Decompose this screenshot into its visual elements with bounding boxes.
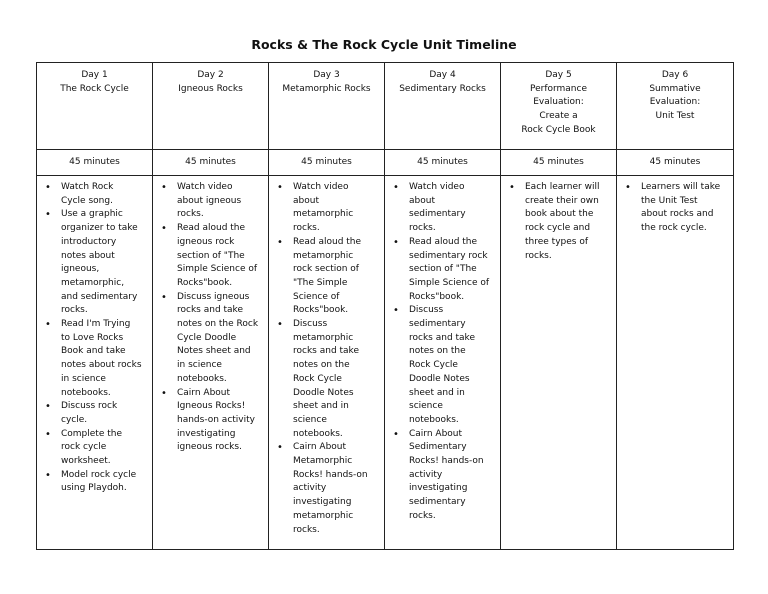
activity-item bbox=[525, 181, 610, 263]
activity-text-line: Rocks"book. bbox=[177, 277, 233, 288]
duration-row bbox=[37, 150, 734, 176]
activity-text-line: metamorphic bbox=[293, 332, 354, 343]
activities-cell bbox=[501, 176, 617, 550]
duration-cell: 45 minutes bbox=[37, 150, 153, 176]
activity-text-line: Doodle Notes bbox=[293, 387, 354, 398]
day-label: Day 6 bbox=[661, 70, 689, 80]
activity-text-line: rock cycle bbox=[61, 442, 107, 453]
activity-item bbox=[177, 181, 262, 222]
activity-text-line: activity bbox=[409, 469, 443, 480]
activity-text-line: rocks. bbox=[177, 209, 204, 220]
activity-item bbox=[61, 318, 146, 400]
activity-text-line: Rocks! hands-on bbox=[409, 456, 484, 467]
duration-cell: 45 minutes bbox=[153, 150, 269, 176]
activity-text-line: Rocks"book. bbox=[409, 291, 465, 302]
activity-text-line: sedimentary bbox=[409, 209, 466, 220]
activity-text-line: • Model rock cycle bbox=[61, 469, 137, 480]
day-label: Day 2 bbox=[197, 70, 224, 80]
activity-text-line: Doodle Notes bbox=[409, 373, 470, 384]
timeline-table bbox=[36, 62, 734, 550]
activity-item bbox=[61, 469, 146, 496]
activity-text-line: Book and take bbox=[61, 346, 126, 357]
activity-text-line: • Cairn About bbox=[177, 387, 231, 398]
activity-text-line: hands-on activity bbox=[177, 414, 255, 425]
activity-text-line: using Playdoh. bbox=[61, 483, 127, 494]
activity-text-line: • Complete the bbox=[61, 428, 123, 439]
activity-text-line: rocks. bbox=[61, 305, 88, 316]
activity-text-line: • Watch Rock bbox=[61, 182, 114, 192]
activity-list bbox=[153, 181, 268, 455]
activity-item bbox=[293, 441, 378, 537]
day-topic-line: Rock Cycle Book bbox=[521, 124, 596, 135]
activity-text-line: igneous rocks. bbox=[177, 442, 242, 453]
activity-text-line: metamorphic bbox=[293, 209, 354, 220]
activity-text-line: • Watch video bbox=[293, 182, 349, 192]
activity-text-line: Rocks! hands-on bbox=[293, 469, 368, 480]
activity-item bbox=[293, 236, 378, 318]
duration-cell: 45 minutes bbox=[617, 150, 734, 176]
activity-list bbox=[501, 181, 616, 263]
day-topic-line: Summative bbox=[649, 83, 701, 94]
activities-cell bbox=[617, 176, 734, 550]
activity-text-line: introductory bbox=[61, 236, 117, 247]
activity-text-line: notebooks. bbox=[61, 387, 111, 398]
activity-text-line: • Read aloud the bbox=[293, 236, 362, 247]
activity-item bbox=[61, 208, 146, 318]
activity-text-line: rock section of bbox=[293, 264, 359, 275]
activity-text-line: • Cairn About bbox=[409, 428, 463, 439]
day-topic-line: Evaluation: bbox=[533, 97, 584, 108]
day-topic-line: Unit Test bbox=[655, 111, 695, 122]
activity-item bbox=[293, 318, 378, 441]
activity-text-line: sedimentary bbox=[409, 497, 466, 508]
activity-text-line: book about the bbox=[525, 209, 594, 220]
activity-item bbox=[177, 291, 262, 387]
day-label: Day 3 bbox=[313, 70, 340, 80]
activity-text-line: the rock cycle. bbox=[641, 223, 707, 234]
activity-text-line: Notes sheet and bbox=[177, 346, 251, 357]
activity-text-line: metamorphic bbox=[293, 510, 354, 521]
day-topic-line: Performance bbox=[529, 83, 588, 94]
activity-text-line: Rocks"book. bbox=[293, 305, 349, 316]
activity-item bbox=[61, 181, 146, 208]
activity-text-line: Metamorphic bbox=[293, 456, 353, 467]
activity-text-line: • Discuss igneous bbox=[177, 291, 250, 302]
activity-text-line: sedimentary bbox=[409, 319, 466, 330]
activity-text-line: • Discuss rock bbox=[61, 401, 118, 412]
activity-text-line: notes on the Rock bbox=[177, 319, 259, 330]
activity-text-line: • Discuss bbox=[293, 319, 328, 330]
activity-text-line: sheet and in bbox=[293, 401, 349, 412]
activity-text-line: three types of bbox=[525, 236, 588, 247]
activity-text-line: about igneous bbox=[177, 195, 242, 206]
activity-text-line: section of "The bbox=[177, 250, 245, 261]
activity-text-line: organizer to take bbox=[61, 223, 138, 234]
activity-text-line: rocks. bbox=[293, 524, 320, 535]
activity-text-line: • Each learner will bbox=[525, 182, 600, 192]
activity-text-line: about bbox=[409, 195, 435, 206]
day-topic-line: Sedimentary Rocks bbox=[399, 83, 486, 94]
activity-text-line: and sedimentary bbox=[61, 291, 138, 302]
activity-text-line: Simple Science of bbox=[409, 277, 490, 288]
day-topic-line: Metamorphic Rocks bbox=[282, 83, 371, 94]
activity-text-line: the Unit Test bbox=[641, 195, 698, 206]
activity-list bbox=[617, 181, 733, 236]
activity-item bbox=[293, 181, 378, 236]
activity-text-line: Simple Science of bbox=[177, 264, 258, 275]
activity-text-line: igneous rock bbox=[177, 236, 235, 247]
day-label: Day 1 bbox=[81, 70, 108, 80]
activities-row bbox=[37, 176, 734, 550]
activity-text-line: rocks and take bbox=[177, 305, 243, 316]
day-topic-line: Create a bbox=[539, 111, 578, 122]
day-label: Day 5 bbox=[545, 70, 572, 80]
activity-item bbox=[409, 304, 494, 427]
activity-text-line: rocks. bbox=[409, 223, 436, 234]
activity-text-line: investigating bbox=[293, 497, 352, 508]
activity-item bbox=[409, 181, 494, 236]
activity-text-line: Rock Cycle bbox=[293, 373, 342, 384]
page-title: Rocks & The Rock Cycle Unit Timeline bbox=[251, 37, 517, 52]
day-topic-line: The Rock Cycle bbox=[60, 83, 129, 94]
activity-item bbox=[409, 236, 494, 305]
activity-text-line: metamorphic, bbox=[61, 277, 125, 288]
activity-text-line: • Discuss bbox=[409, 305, 444, 316]
activity-text-line: rocks and take bbox=[409, 332, 475, 343]
activities-cell bbox=[37, 176, 153, 550]
activity-text-line: notebooks. bbox=[177, 373, 227, 384]
activity-text-line: investigating bbox=[409, 483, 468, 494]
duration-cell: 45 minutes bbox=[385, 150, 501, 176]
activity-list bbox=[385, 181, 500, 524]
activity-text-line: Igneous Rocks! bbox=[177, 401, 246, 412]
activity-text-line: "The Simple bbox=[293, 277, 348, 288]
activity-text-line: to Love Rocks bbox=[61, 332, 124, 343]
activity-text-line: Sedimentary bbox=[409, 442, 467, 453]
activity-text-line: section of "The bbox=[409, 264, 477, 275]
activity-item bbox=[641, 181, 727, 236]
activities-cell bbox=[269, 176, 385, 550]
day-topic-line: Igneous Rocks bbox=[178, 83, 243, 94]
activity-text-line: • Read I'm Trying bbox=[61, 319, 131, 330]
activity-text-line: • Watch video bbox=[409, 182, 465, 192]
activity-text-line: • Read aloud the bbox=[409, 236, 478, 247]
activity-text-line: in science bbox=[61, 373, 106, 384]
activity-text-line: rock cycle and bbox=[525, 223, 591, 234]
activity-text-line: notebooks. bbox=[293, 428, 343, 439]
day-header-cell bbox=[269, 63, 385, 150]
activity-text-line: igneous, bbox=[61, 264, 100, 275]
activity-text-line: Science of bbox=[293, 291, 340, 302]
activity-text-line: notes on the bbox=[293, 360, 350, 371]
day-topic-line: Evaluation: bbox=[649, 97, 701, 108]
activity-list bbox=[269, 181, 384, 537]
day-header-cell bbox=[617, 63, 734, 150]
day-header-cell bbox=[153, 63, 269, 150]
activity-text-line: sedimentary rock bbox=[409, 250, 488, 261]
day-label: Day 4 bbox=[429, 70, 456, 80]
activity-text-line: • Use a graphic bbox=[61, 209, 123, 220]
activity-item bbox=[409, 428, 494, 524]
activity-text-line: rocks and take bbox=[293, 346, 359, 357]
activity-text-line: investigating bbox=[177, 428, 236, 439]
activity-text-line: • Learners will take bbox=[641, 182, 721, 192]
activities-cell bbox=[385, 176, 501, 550]
activity-item bbox=[61, 400, 146, 427]
duration-cell: 45 minutes bbox=[269, 150, 385, 176]
day-header-cell bbox=[385, 63, 501, 150]
activity-text-line: cycle. bbox=[61, 414, 88, 425]
activity-text-line: rocks. bbox=[293, 223, 320, 234]
activity-list bbox=[37, 181, 152, 496]
activity-text-line: Cycle Doodle bbox=[177, 332, 237, 343]
activity-text-line: in science bbox=[177, 360, 222, 371]
activity-text-line: about bbox=[293, 195, 319, 206]
activity-text-line: metamorphic bbox=[293, 250, 354, 261]
activity-text-line: worksheet. bbox=[61, 456, 111, 467]
activity-text-line: notebooks. bbox=[409, 414, 459, 425]
activity-text-line: rocks. bbox=[525, 250, 552, 261]
activity-text-line: sheet and in bbox=[409, 387, 465, 398]
activity-text-line: Rock Cycle bbox=[409, 360, 458, 371]
activity-text-line: activity bbox=[293, 483, 327, 494]
activity-text-line: • Watch video bbox=[177, 182, 233, 192]
activity-text-line: science bbox=[293, 414, 327, 425]
activity-text-line: • Read aloud the bbox=[177, 223, 246, 234]
activity-item bbox=[177, 387, 262, 456]
activity-text-line: create their own bbox=[525, 195, 599, 206]
activity-text-line: notes about bbox=[61, 250, 115, 261]
day-header-cell bbox=[37, 63, 153, 150]
activity-text-line: • Cairn About bbox=[293, 442, 347, 453]
activity-item bbox=[61, 428, 146, 469]
activity-text-line: Cycle song. bbox=[61, 195, 113, 206]
activity-text-line: rocks. bbox=[409, 510, 436, 521]
activity-text-line: notes about rocks bbox=[61, 360, 142, 371]
activities-cell bbox=[153, 176, 269, 550]
activity-text-line: about rocks and bbox=[641, 209, 714, 220]
duration-cell: 45 minutes bbox=[501, 150, 617, 176]
activity-text-line: science bbox=[409, 401, 443, 412]
day-header-cell bbox=[501, 63, 617, 150]
activity-text-line: notes on the bbox=[409, 346, 466, 357]
header-row bbox=[37, 63, 734, 150]
activity-item bbox=[177, 222, 262, 291]
